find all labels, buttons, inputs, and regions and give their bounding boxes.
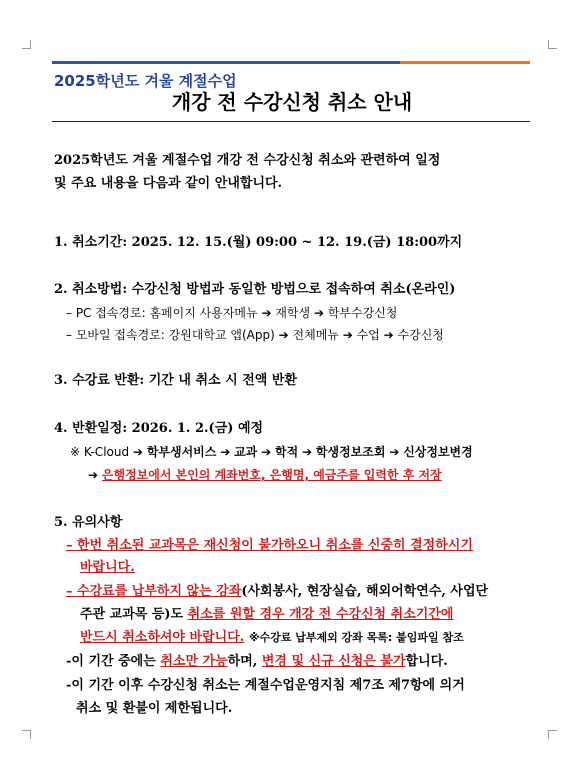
notice-1-line-2: 바랍니다. — [80, 560, 135, 575]
intro-line-1: 2025학년도 겨울 계절수업 개강 전 수강신청 취소와 관련하여 일정 — [54, 153, 441, 168]
arrow-right-icon: ➔ — [389, 445, 400, 459]
mobile-path-step: 전체메뉴 — [292, 328, 339, 342]
arrow-right-icon: ➔ — [383, 328, 394, 342]
section-5-heading: 5. 유의사항 — [54, 515, 123, 530]
mobile-path-step: 수업 — [356, 328, 380, 342]
arrow-right-icon: ➔ — [261, 445, 272, 459]
arrow-right-icon: ➔ — [88, 468, 99, 482]
pc-path-prefix: – PC 접속경로: 홈페이지 사용자메뉴 — [66, 306, 258, 320]
section-2-mobile-path — [66, 326, 444, 344]
page-corner-mark-top-right — [548, 40, 557, 49]
notice-2-examples: (사회봉사, 현장실습, 해외어학연수, 사업단 — [241, 584, 489, 599]
notice-3-text: 하며, — [227, 654, 262, 669]
page-corner-mark-bottom-left — [22, 730, 31, 739]
exempt-course-note: ※수강료 납부제외 강좌 목록: 붙임파일 참조 — [248, 631, 464, 644]
arrow-right-icon: ➔ — [342, 328, 353, 342]
page-corner-mark-bottom-right — [548, 730, 557, 739]
kcloud-path-step: 학부생서비스 — [146, 445, 217, 459]
kcloud-path-step: 학생정보조회 — [315, 445, 386, 459]
page-corner-mark-top-left — [22, 40, 31, 49]
notice-3-text: -이 기간 중에는 — [66, 654, 161, 669]
mobile-path-prefix: – 모바일 접속경로: 강원대학교 앱(App) — [66, 328, 275, 342]
notice-2-text: 주관 교과목 등)도 — [80, 607, 188, 622]
pc-path-step: 학부수강신청 — [327, 306, 398, 320]
notice-3-emphasis: 취소만 가능 — [160, 654, 228, 669]
notice-2-line-1 — [66, 583, 488, 601]
notice-2-line-2 — [80, 606, 453, 624]
arrow-right-icon: ➔ — [132, 445, 143, 459]
kcloud-path-step: 교과 — [234, 445, 258, 459]
arrow-right-icon: ➔ — [302, 445, 313, 459]
arrow-right-icon: ➔ — [261, 306, 272, 320]
intro-line-2: 및 주요 내용을 다음과 같이 안내합니다. — [54, 176, 283, 191]
kcloud-path-step: 학적 — [275, 445, 299, 459]
notice-4-line-1: -이 기간 이후 수강신청 취소는 계절수업운영지침 제7조 제7항에 의거 — [66, 678, 465, 693]
notice-1-line-1: – 한번 취소된 교과목은 재신청이 불가하오니 취소를 신중히 결정하시기 — [66, 538, 473, 553]
bank-info-instruction: 은행정보에서 본인의 계좌번호, 은행명, 예금주를 입력한 후 저장 — [101, 468, 442, 482]
section-2-pc-path — [66, 304, 397, 322]
arrow-right-icon: ➔ — [220, 445, 231, 459]
section-4-final-step — [88, 466, 442, 484]
notice-3 — [66, 653, 448, 671]
section-3-refund: 3. 수강료 반환: 기간 내 취소 시 전액 반환 — [54, 373, 297, 388]
header-rule-accent — [400, 61, 530, 64]
section-4-kcloud-path — [70, 443, 473, 461]
section-2-heading: 2. 취소방법: 수강신청 방법과 동일한 방법으로 접속하여 취소(온라인) — [54, 282, 456, 297]
notice-3-emphasis: 변경 및 신규 신청은 불가 — [261, 654, 406, 669]
arrow-right-icon: ➔ — [278, 328, 289, 342]
title-divider — [52, 121, 530, 122]
section-1-period: 1. 취소기간: 2025. 12. 15.(월) 09:00 ~ 12. 19.(금) 18:00까지 — [54, 235, 463, 250]
kcloud-path-prefix: ※ K-Cloud — [70, 445, 130, 459]
document-subtitle: 2025학년도 겨울 계절수업 — [54, 72, 237, 90]
notice-2-emphasis: 취소를 원할 경우 개강 전 수강신청 취소기간에 — [187, 607, 454, 622]
notice-4-line-2: 취소 및 환불이 제한됩니다. — [76, 701, 233, 716]
header-rule — [52, 61, 530, 64]
pc-path-step: 재학생 — [275, 306, 311, 320]
mobile-path-step: 수강신청 — [397, 328, 444, 342]
notice-2-emphasis: – 수강료를 납부하지 않는 강좌 — [66, 584, 242, 599]
arrow-right-icon: ➔ — [313, 306, 325, 320]
notice-2-emphasis: 반드시 취소하셔야 바랍니다. — [80, 630, 245, 645]
section-4-heading: 4. 반환일정: 2026. 1. 2.(금) 예정 — [54, 421, 264, 436]
kcloud-path-step: 신상정보변경 — [403, 445, 473, 459]
notice-2-line-3 — [80, 629, 464, 647]
notice-3-text: 합니다. — [405, 654, 448, 669]
document-title: 개강 전 수강신청 취소 안내 — [171, 90, 413, 114]
